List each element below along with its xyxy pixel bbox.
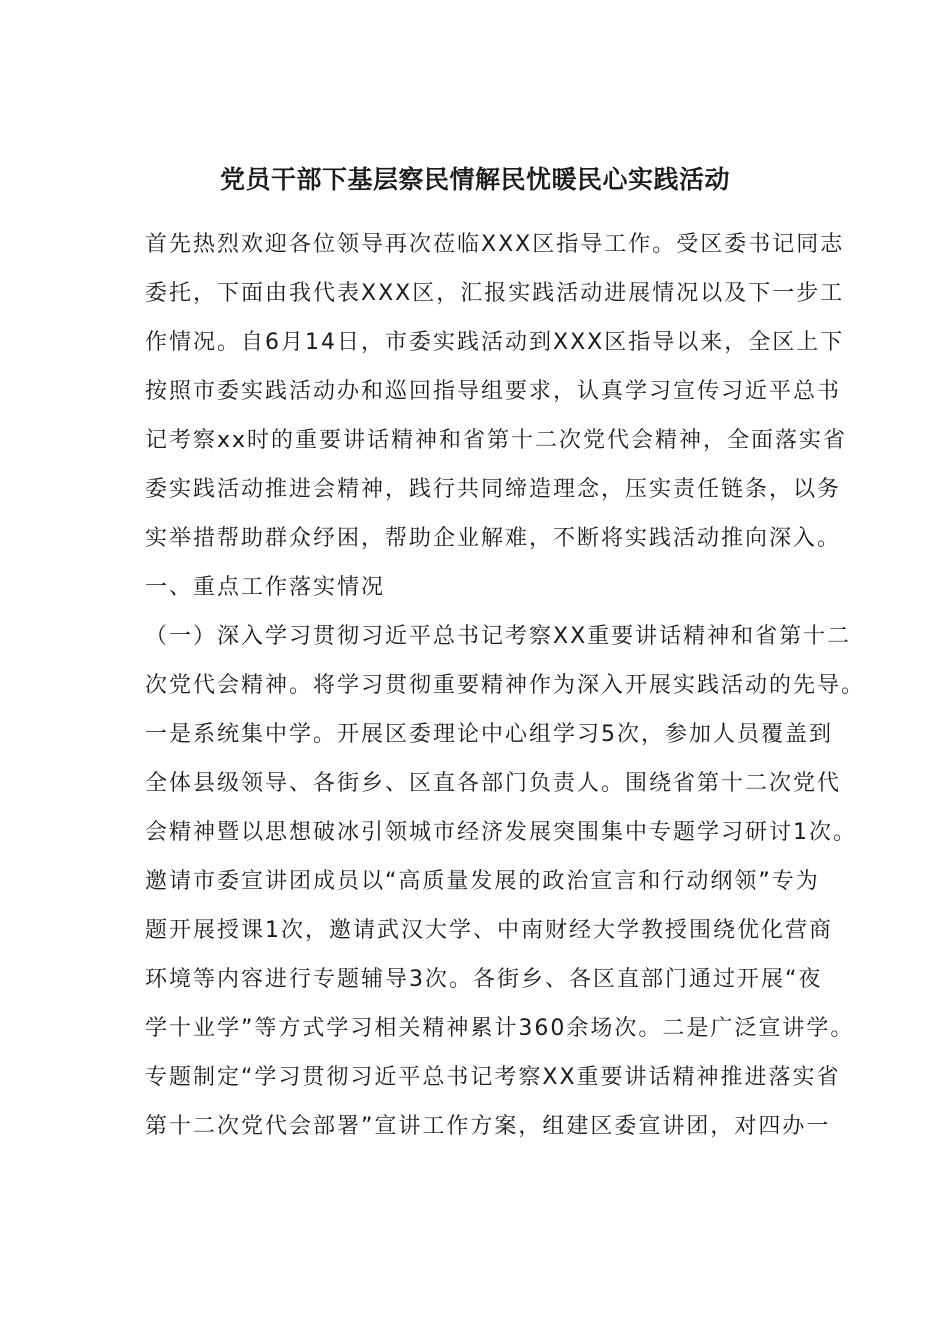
- body-line: 次党代会精神。将学习贯彻重要精神作为深入开展实践活动的先导。: [145, 673, 866, 698]
- body-line: 题开展授课1次，邀请武汉大学、中南财经大学教授围绕优化营商: [145, 918, 833, 943]
- body-line: 按照市委实践活动办和巡回指导组要求，认真学习宣传习近平总书: [145, 379, 842, 404]
- body-line: 作情况。自6月14日，市委实践活动到XXX区指导以来，全区上下: [145, 330, 845, 355]
- body-line: 第十二次党代会部署”宣讲工作方案，组建区委宣讲团，对四办一: [145, 1114, 831, 1139]
- body-line: 委托，下面由我代表XXX区，汇报实践活动进展情况以及下一步工: [145, 281, 845, 306]
- body-line: 专题制定“学习贯彻习近平总书记考察XX重要讲话精神推进落实省: [145, 1065, 841, 1090]
- body-line: 一是系统集中学。开展区委理论中心组学习5次，参加人员覆盖到: [145, 722, 833, 747]
- body-line: 环境等内容进行专题辅导3次。各街乡、各区直部门通过开展“夜: [145, 967, 823, 992]
- document-body: [145, 220, 866, 1151]
- body-line: 委实践活动推进会精神，践行共同缔造理念，压实责任链条，以务: [145, 477, 842, 502]
- body-line: 邀请市委宣讲团成员以“高质量发展的政治宣言和行动纲领”专为: [145, 869, 820, 894]
- body-line: 学十业学”等方式学习相关精神累计360余场次。二是广泛宣讲学。: [145, 1016, 855, 1041]
- section-heading: 一、重点工作落实情况: [145, 575, 386, 600]
- body-line: 全体县级领导、各街乡、区直各部门负责人。围绕省第十二次党代: [145, 771, 842, 796]
- body-line: 首先热烈欢迎各位领导再次莅临XXX区指导工作。受区委书记同志: [145, 232, 845, 257]
- subsection-heading: （一）深入学习贯彻习近平总书记考察XX重要讲话精神和省第十二: [145, 624, 852, 649]
- body-line: 实举措帮助群众纾困，帮助企业解难，不断将实践活动推向深入。: [145, 526, 842, 551]
- body-line: 记考察xx时的重要讲话精神和省第十二次党代会精神，全面落实省: [145, 428, 848, 453]
- document-title: 党员干部下基层察民情解民忧暖民心实践活动: [219, 165, 730, 194]
- body-line: 会精神暨以思想破冰引领城市经济发展突围集中专题学习研讨1次。: [145, 820, 857, 845]
